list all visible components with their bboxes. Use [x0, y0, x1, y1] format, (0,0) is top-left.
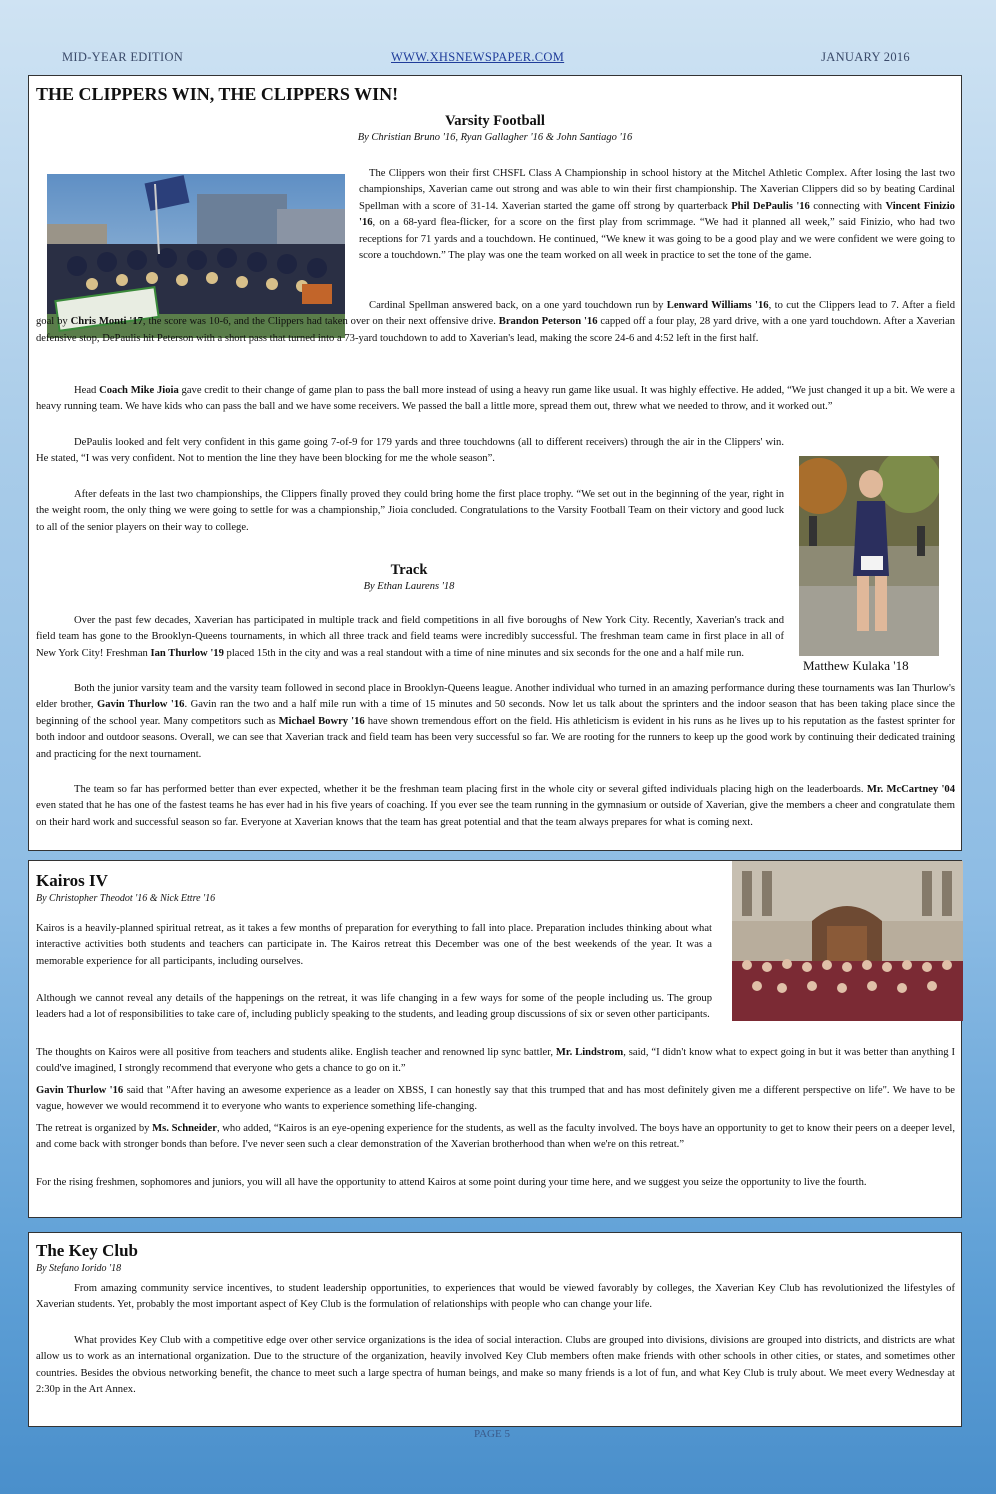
- kairos-article-box: [28, 860, 962, 1218]
- football-byline: By Christian Bruno '16, Ryan Gallagher '16 & John Santiago '16: [357, 132, 633, 143]
- edition-label: MID-YEAR EDITION: [62, 50, 184, 64]
- football-para-5: After defeats in the last two championships, the Clippers finally proved they could bring home the first place trophy. “We set out in the beginning of the year, right in the weight room, the only thing we were going to settle for was a championship,” Jioia concluded. Congratulations to the Varsity Football Team on their victory and good luck to all of the senior players on their way to college.: [36, 489, 784, 533]
- issue-date: JANUARY 2016: [821, 50, 910, 64]
- page-number: PAGE 5: [474, 1428, 510, 1440]
- track-para-3: The team so far has performed better than ever expected, whether it be the freshman team placing first in the whole city or several gifted individuals placing high on the leaderboards. Mr. McCartney '04 even stated that he has one of the fastest teams he has ever had in his five years of coaching. If you ever see the team running in the gymnasium or outside of Xaverian, give the members a cheer and congratulate them on their hard work and successful season so far. Everyone at Xaverian knows that the team has great potential and that the team always prepares for what is coming next.: [36, 784, 955, 828]
- kairos-group-photo: [732, 861, 963, 1021]
- football-para-1: The Clippers won their first CHSFL Class A Championship in school history at the Mitchel Athletic Complex. After losing the last two championships, Xaverian came out strong and was able to win their first championship. The Xaverian Clippers did so by beating Cardinal Spellman with a score of 31-14. Xaverian started the game off strong by quarterback Phil DePaulis '16 connecting with Vincent Finizio '16, on a 68-yard flea-flicker, for a score on the first play from scrimmage. “We had it planned all week,” said Finizio, who had two receptions for 71 yards and a touchdown. He continued, “We knew it was going to be a good play and we were confident we were going to score a touchdown.” The play was one the team worked on all week in practice to set the tone of the game.: [359, 168, 955, 262]
- kairos-para-5: The retreat is organized by Ms. Schneider, who added, “Kairos is an eye-opening experience for the students, as well as the faculty involved. The boys have an opportunity to get to know their peers on a deeper level, and come back with stronger bonds than before. I've never seen such a clear demonstration of the Xaverian brotherhood than when we're on this retreat.”: [36, 1123, 955, 1151]
- website-link[interactable]: WWW.XHSNEWSPAPER.COM: [391, 50, 565, 64]
- track-para-2: Both the junior varsity team and the varsity team followed in second place in Brooklyn-Queens league. Another individual who turned in an amazing performance during these tournaments was Ian Thurlow's elder brother, Gavin Thurlow '16. Gavin ran the two and a half mile run with a time of 15 minutes and 50 seconds. Now let us talk about the sprinters and the indoor season that has been taking place since the beginning of the school year. Many competitors such as Michael Bowry '16 have shown tremendous effort on the field. His athleticism is evident in his runs as he lives up to his reputation as the fastest sprinter for both indoor and outdoor seasons. Overall, we can see that Xaverian track and field team has been very successful so far. We are rooting for the runners to keep up the good work by continuing their dedicated training and practicing for the next tournament.: [36, 683, 955, 760]
- runner-photo: [799, 456, 939, 656]
- keyclub-title: The Key Club: [36, 1241, 139, 1260]
- track-para-1: Over the past few decades, Xaverian has participated in multiple track and field competitions in all five boroughs of New York City. Recently, Xaverian's track and field team has gone to the Brooklyn-Queens tournaments, in which all three track and field teams were incredibly successful. The freshman team came in first place in all of New York City! Freshman Ian Thurlow '19 placed 15th in the city and was a real standout with a time of nine minutes and six seconds for the one and a half mile run.: [36, 615, 784, 659]
- kairos-para-1: Kairos is a heavily-planned spiritual retreat, as it takes a few months of preparation for everything to fall into place. Preparation includes thinking about what interactive activities both students and teachers can participate in. The Kairos retreat this December was one of the best weekends of the year. It was a memorable experience for all participants, including ourselves.: [36, 923, 712, 967]
- football-title: Varsity Football: [445, 113, 545, 129]
- football-para-3: Head Coach Mike Jioia gave credit to their change of game plan to pass the ball more instead of using a heavy run game like usual. It was highly effective. He added, “We just changed it up a bit. We were a heavy running team. We have kids who can pass the ball and we have some receivers. We passed the ball a little more, spread them out, threw what we needed to throw, and it worked out.”: [36, 385, 955, 413]
- page-header: [0, 50, 996, 70]
- kairos-title: Kairos IV: [36, 871, 108, 890]
- track-byline: By Ethan Laurens '18: [363, 581, 455, 592]
- keyclub-byline: By Stefano Iorido '18: [36, 1263, 122, 1274]
- keyclub-para-1: From amazing community service incentives, to student leadership opportunities, to experiences that would be viewed favorably by colleges, the Xaverian Key Club has revolutionized the lifestyles of Xaverian students. Yet, probably the most important aspect of Key Club is the formulation of relationships with people who can change your life.: [36, 1283, 955, 1311]
- kairos-para-6: For the rising freshmen, sophomores and juniors, you will all have the opportunity to attend Kairos at some point during your time here, and we suggest you seize the opportunity to live the fourth.: [36, 1177, 867, 1188]
- runner-caption: Matthew Kulaka '18: [803, 658, 909, 673]
- kairos-para-2: Although we cannot reveal any details of the happenings on the retreat, it was life changing in a few ways for some of the people including us. The group leaders had a lot of responsibilities to take care of, including publicly speaking to the students, and leading group discussions of six or seven other participants.: [36, 993, 712, 1021]
- kairos-byline: By Christopher Theodot '16 & Nick Ettre '16: [36, 893, 216, 904]
- keyclub-article-box: [28, 1232, 962, 1427]
- keyclub-para-2: What provides Key Club with a competitive edge over other service organizations is the idea of social interaction. Clubs are grouped into divisions, divisions are grouped into districts, and districts are what allow us to work as an international organization. Due to the structure of the organization, heavily involved Key Club members often make friends with other schools in other cities, or states, and sometimes other countries. Besides the obvious networking benefit, the chance to meet such a large spectra of human beings, and make so many friends is a lot of fun, and what Key Club is truly about. We meet every Wednesday at 2:30p in the Art Annex.: [36, 1335, 955, 1396]
- track-title: Track: [390, 562, 428, 578]
- football-para-4: DePaulis looked and felt very confident in this game going 7-of-9 for 179 yards and three touchdowns (all to different receivers) through the air in the Clippers' win. He stated, “I was very confident. Not to mention the line they have been blocking for me the whole season”.: [36, 437, 784, 465]
- sports-article-box: [28, 75, 962, 851]
- kairos-para-4: Gavin Thurlow '16 said that "After having an awesome experience as a leader on XBSS, I can honestly say that this trumped that and has most definitely given me a different perspective on life". We have to be vague, however we would recommend it to everyone who wants to experience something life-changing.: [36, 1085, 955, 1113]
- headline: THE CLIPPERS WIN, THE CLIPPERS WIN!: [36, 84, 399, 104]
- kairos-para-3: The thoughts on Kairos were all positive from teachers and students alike. English teacher and renowned lip sync battler, Mr. Lindstrom, said, “I didn't know what to expect going in but it was better than anything I could've imagined, I strongly recommend that everyone who gets a chance to go on it.”: [36, 1047, 955, 1075]
- football-para-2: Cardinal Spellman answered back, on a one yard touchdown run by Lenward Williams '16, to cut the Clippers lead to 7. After a field goal by Chris Monti '17, the score was 10-6, and the Clippers had taken over on their next offensive drive. Brandon Peterson '16 capped off a four play, 28 yard drive, with a one yard touchdown. After a Xaverian defensive stop, DePaulis hit Peterson with a short pass that turned into a 73-yard touchdown to add to Xaverian's lead, making the score 24-6 and 4:52 left in the first half.: [36, 300, 955, 344]
